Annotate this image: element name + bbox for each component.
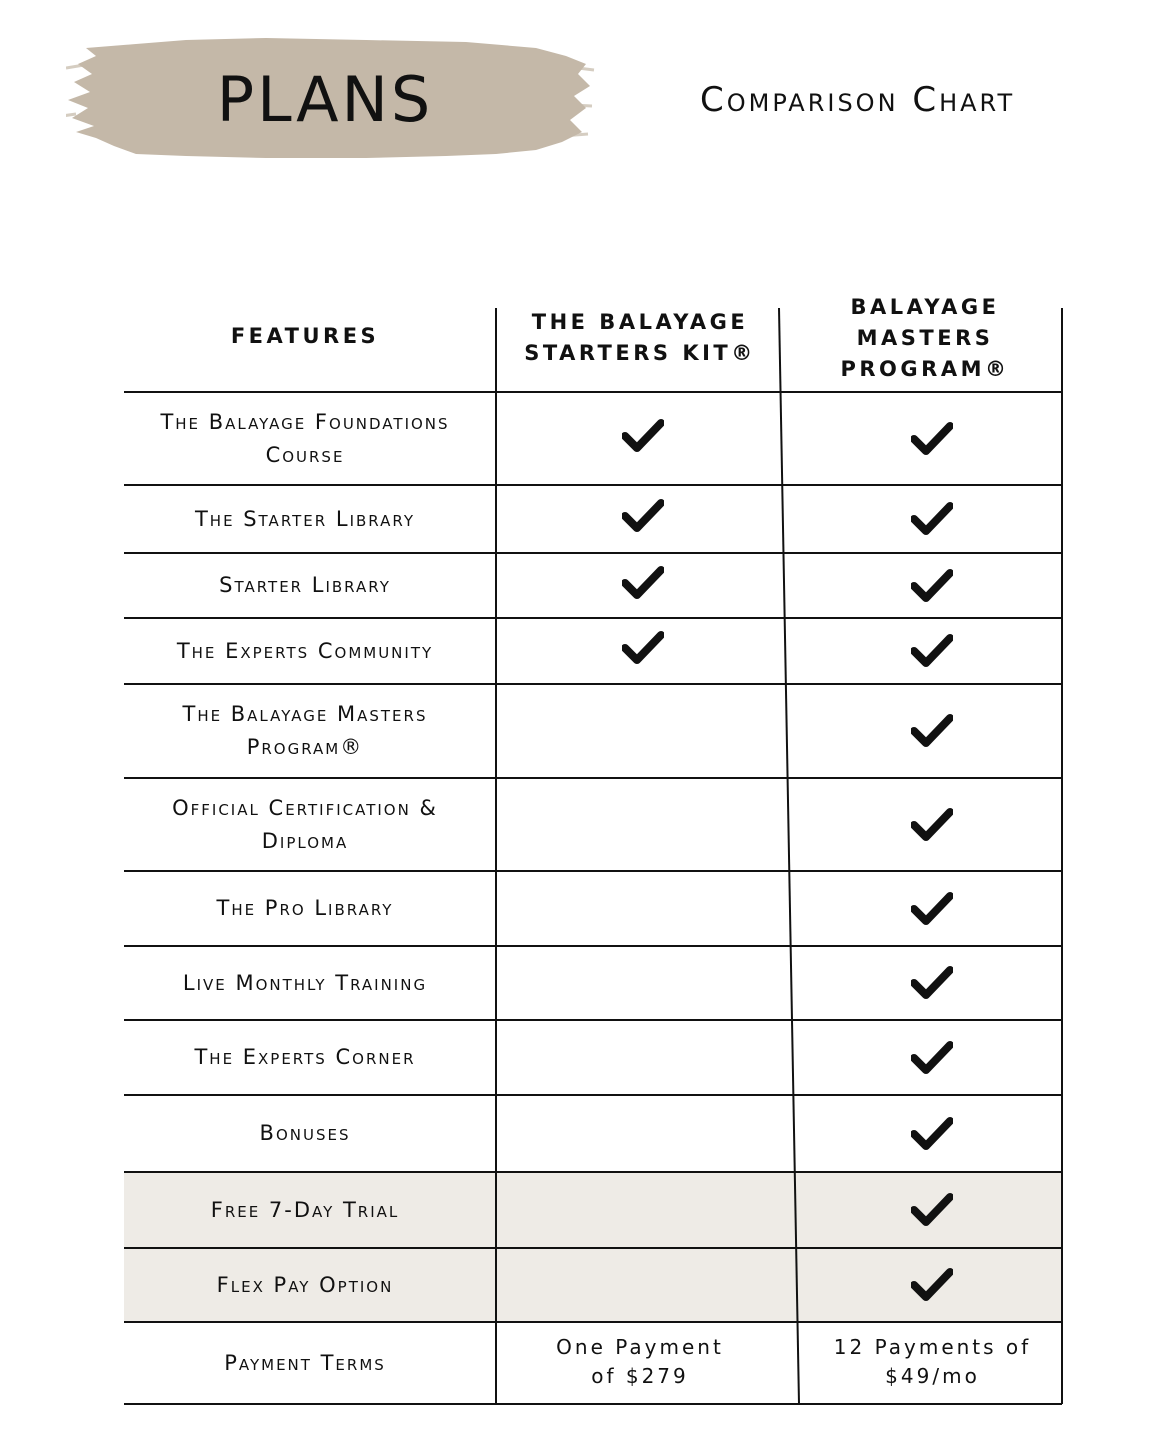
check-icon [622, 631, 664, 665]
feature-label: Official Certification & Diploma [172, 795, 438, 853]
feature-label: Bonuses [259, 1121, 351, 1145]
check-icon [911, 1268, 953, 1302]
starter-payment-terms: One Payment of $279 [556, 1335, 724, 1388]
check-icon [911, 569, 953, 603]
feature-label: Starter Library [219, 573, 391, 597]
page-subtitle: Comparison Chart [700, 80, 1016, 120]
check-icon [911, 1041, 953, 1075]
feature-label: The Experts Community [176, 638, 434, 663]
column-header-masters-program: BALAYAGE MASTERS PROGRAM® [840, 294, 1010, 381]
check-icon [911, 1193, 953, 1227]
check-icon [911, 892, 953, 926]
page-title: PLANS [216, 63, 434, 136]
feature-label: Free 7-Day Trial [210, 1197, 400, 1222]
check-icon [622, 499, 664, 533]
column-header-starters-kit: THE BALAYAGE STARTERS KIT® [524, 310, 756, 365]
feature-label: The Experts Corner [194, 1045, 416, 1069]
feature-label: The Balayage Foundations Course [160, 409, 450, 467]
column-header-features: FEATURES [230, 323, 380, 348]
feature-label: Live Monthly Training [182, 970, 428, 995]
check-icon [911, 714, 953, 748]
check-icon [911, 808, 953, 842]
check-icon [911, 1117, 953, 1151]
feature-label: The Balayage Masters Program® [182, 702, 428, 759]
feature-label: The Pro Library [216, 896, 394, 920]
masters-payment-terms: 12 Payments of $49/mo [833, 1335, 1032, 1388]
check-icon [622, 419, 664, 453]
feature-label: Flex Pay Option [216, 1272, 394, 1297]
check-icon [911, 502, 953, 536]
payment-terms-label: Payment Terms [224, 1350, 386, 1375]
check-icon [911, 966, 953, 1000]
check-icon [911, 422, 953, 456]
check-icon [911, 634, 953, 668]
check-icon [622, 566, 664, 600]
feature-label: The Starter Library [194, 506, 416, 531]
